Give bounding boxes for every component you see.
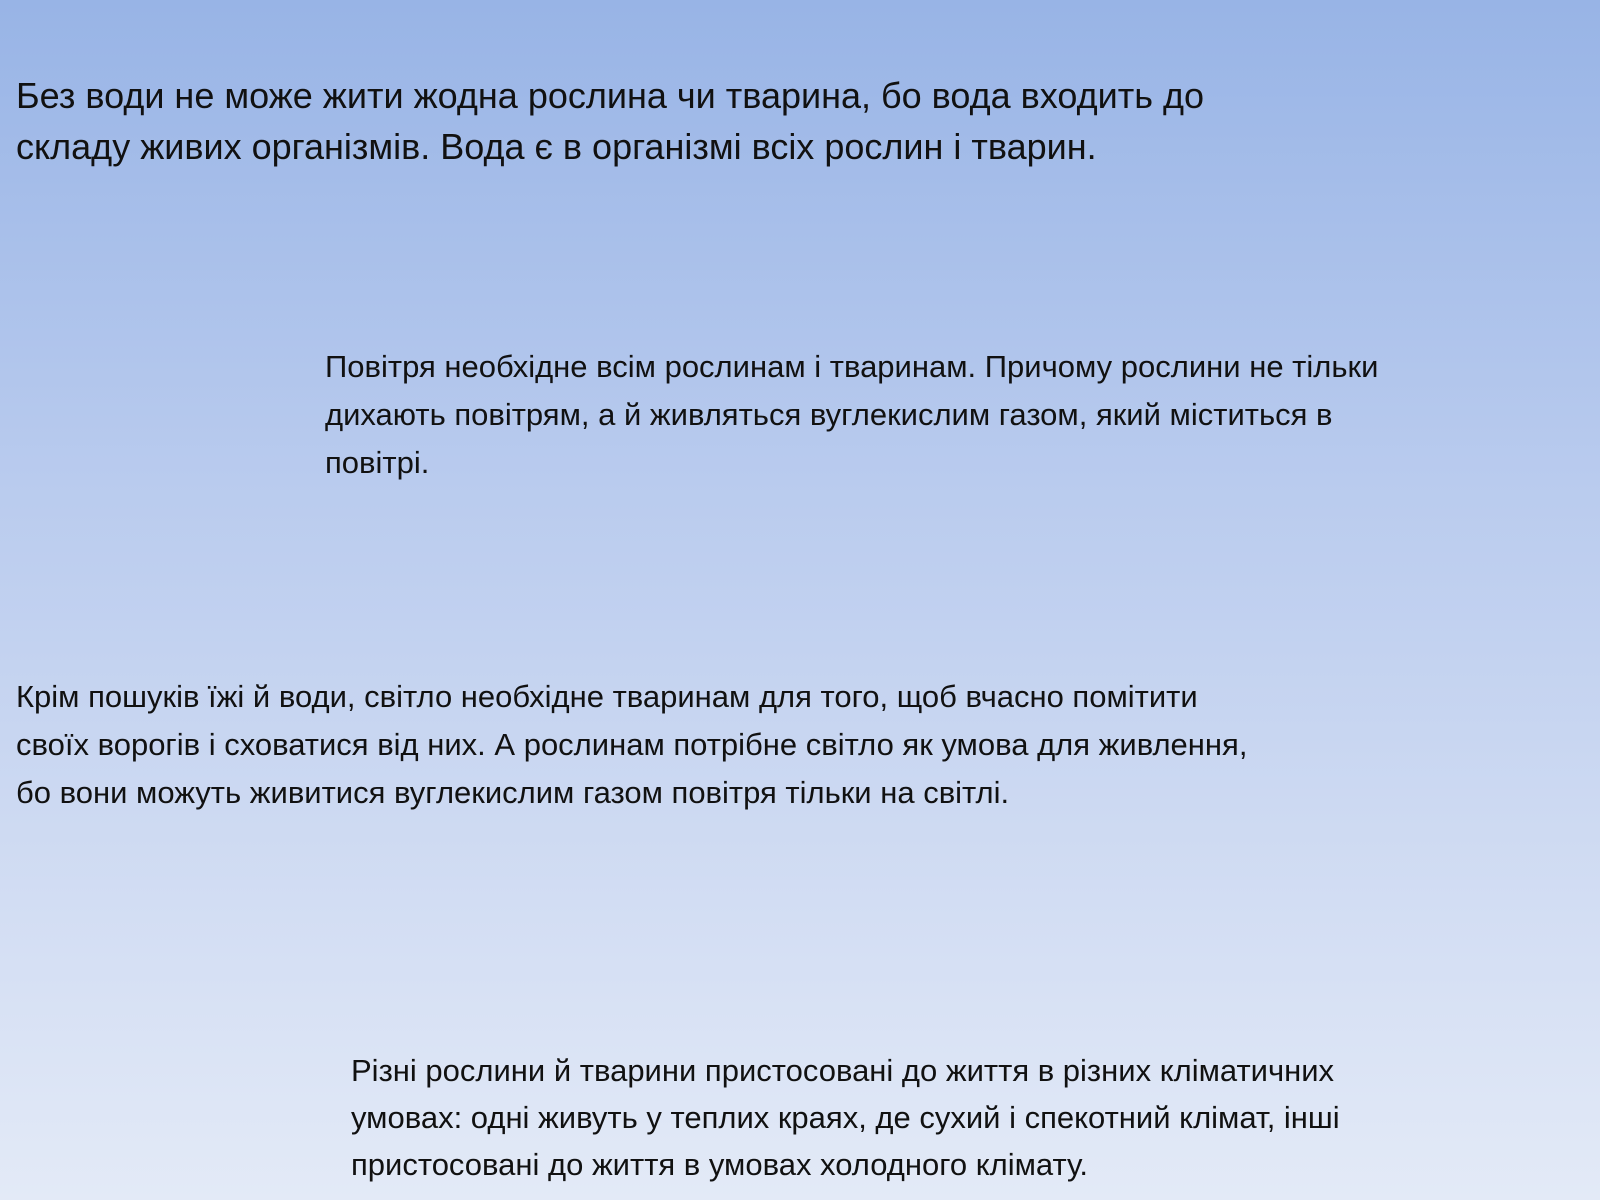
text-line: своїх ворогів і сховатися від них. А рослинам потрібне світло як умова для живлення, xyxy=(16,727,1248,762)
text-block-light xyxy=(16,673,1247,817)
text-line: складу живих організмів. Вода є в організмі всіх рослин і тварин. xyxy=(16,126,1097,167)
text-line: повітрі. xyxy=(325,445,430,480)
text-line: Різні рослини й тварини пристосовані до життя в різних кліматичних xyxy=(351,1053,1335,1088)
text-line: дихають повітрям, а й живляться вуглекислим газом, який міститься в xyxy=(325,397,1333,432)
text-line: умовах: одні живуть у теплих краях, де сухий і спекотний клімат, інші xyxy=(351,1100,1340,1135)
text-line: пристосовані до життя в умовах холодного клімату. xyxy=(351,1147,1089,1182)
text-block-water xyxy=(16,70,1204,172)
text-line: бо вони можуть живитися вуглекислим газом повітря тільки на світлі. xyxy=(16,775,1010,810)
text-line: Повітря необхідне всім рослинам і тваринам. Причому рослини не тільки xyxy=(325,349,1379,384)
text-line: Крім пошуків їжі й води, світло необхідне тваринам для того, щоб вчасно помітити xyxy=(16,679,1198,714)
text-block-air xyxy=(325,343,1378,487)
text-line: Без води не може жити жодна рослина чи тварина, бо вода входить до xyxy=(16,75,1204,116)
text-block-climate xyxy=(351,1047,1340,1188)
